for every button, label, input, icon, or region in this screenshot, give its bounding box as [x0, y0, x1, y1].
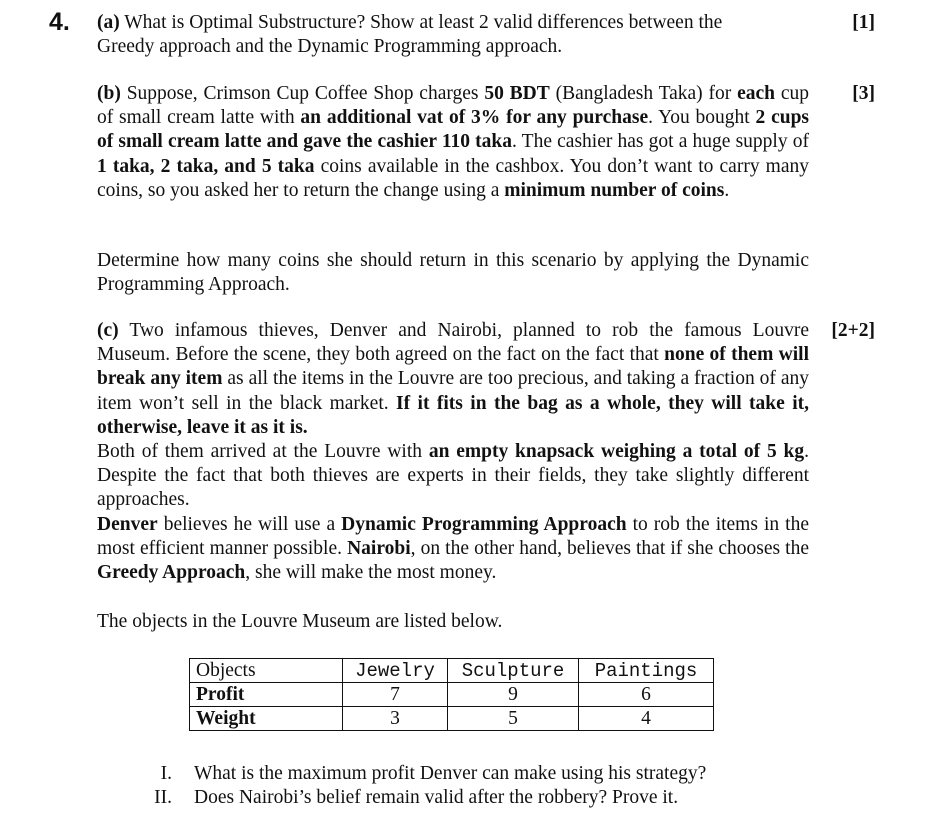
subquestion-1 [120, 762, 706, 786]
part-c-p1a: Two infamous thieves, Denver and Nairobi, planned to rob the famous Louvre Museum. Before the scene, they both agreed on the fact on the fact that [97, 320, 809, 366]
part-b-s13: . [724, 179, 730, 201]
table-header-row [190, 659, 714, 683]
part-c-p2a: Both of them arrived at the Louvre with [97, 441, 429, 462]
objects-table [189, 658, 714, 731]
part-c-p3b: believes he will use a [157, 514, 342, 535]
part-c-para2 [97, 440, 809, 513]
part-b-determine: Determine how many coins she should return in this scenario by applying the Dynamic Programming Approach. [97, 250, 809, 296]
part-b-s7: . You bought [648, 107, 756, 129]
part-c-p2c: . Despite the fact that both thieves are experts in their fields, they take slightly different approaches. [97, 441, 809, 511]
part-c-label: (c) [97, 320, 119, 341]
question-number: 4. [49, 8, 70, 36]
table-cell: 7 [343, 683, 448, 707]
part-b-s9: . The cashier has got a huge supply of [512, 131, 809, 153]
table-header-sculpture: Sculpture [448, 659, 579, 683]
part-b-vat: an additional vat of 3% for any purchase [300, 107, 649, 129]
subquestion-2 [120, 786, 678, 810]
part-b-min-coins: minimum number of coins [504, 179, 725, 201]
part-a-line1: What is Optimal Substructure? Show at least 2 valid differences between the [124, 12, 723, 33]
subquestion-2-number: II. [154, 787, 172, 808]
part-b-s1: Suppose, Crimson Cup Coffee Shop charges [126, 83, 485, 104]
table-cell: 6 [579, 683, 714, 707]
part-c-p1d: If it fits in the bag as a whole, they will take it, otherwise, leave it as it is. [97, 392, 809, 438]
part-b-price: 50 BDT [484, 83, 550, 104]
part-c-marks: [2+2] [831, 320, 875, 341]
table-label-profit: Profit [190, 683, 343, 707]
part-c-p1c: as all the items in the Louvre are too precious, and taking a fraction of any item won’t sell in the black market. [97, 368, 809, 414]
table-cell: 3 [343, 707, 448, 731]
table-label-weight: Weight [190, 707, 343, 731]
part-c-p3d: to rob the items in the most efficient manner possible. [97, 514, 809, 560]
part-c-nairobi: Nairobi [347, 538, 411, 560]
part-b-text [97, 82, 809, 203]
table-cell: 4 [579, 707, 714, 731]
part-a-label: (a) [97, 12, 120, 33]
part-b-s11: coins available in the cashbox. You don’t want to carry many coins, so you asked her to return the change using a [97, 155, 809, 201]
part-b-each: each [737, 83, 775, 104]
part-b-marks: [3] [852, 83, 875, 104]
table-header-jewelry: Jewelry [343, 659, 448, 683]
part-c-greedy-approach: Greedy Approach [97, 562, 246, 584]
part-c-para3 [97, 513, 809, 586]
objects-intro: The objects in the Louvre Museum are listed below. [97, 611, 503, 632]
part-b-purchase: 2 cups of small cream latte and gave the cashier 110 taka [97, 107, 809, 153]
subquestion-1-text: What is the maximum profit Denver can make using his strategy? [194, 763, 707, 784]
part-c-p2b: an empty knapsack weighing a total of 5 kg [428, 441, 805, 462]
table-header-objects: Objects [190, 659, 343, 683]
part-c-p3f: , on the other hand, believes that if she chooses the [410, 538, 809, 560]
part-b-coins: 1 taka, 2 taka, and 5 taka [97, 155, 315, 177]
part-c-p3h: , she will make the most money. [245, 562, 497, 584]
subquestion-1-number: I. [160, 763, 172, 784]
part-b-s5: cup of small cream latte with [97, 83, 809, 129]
table-cell: 5 [448, 707, 579, 731]
table-cell: 9 [448, 683, 579, 707]
part-c-p1b: none of them will break any item [97, 344, 809, 390]
part-c-text [97, 319, 809, 440]
table-row-profit [190, 683, 714, 707]
part-b-s3: (Bangladesh Taka) for [549, 83, 738, 104]
part-a-marks: [1] [852, 12, 875, 33]
part-b-label: (b) [97, 83, 121, 104]
part-c-dp-approach: Dynamic Programming Approach [341, 514, 627, 535]
part-c-denver: Denver [97, 514, 158, 535]
part-a-text [97, 11, 809, 59]
subquestion-2-text: Does Nairobi’s belief remain valid after the robbery? Prove it. [194, 787, 679, 808]
part-a-line2: Greedy approach and the Dynamic Programming approach. [97, 36, 563, 58]
table-row-weight [190, 707, 714, 731]
table-header-paintings: Paintings [579, 659, 714, 683]
